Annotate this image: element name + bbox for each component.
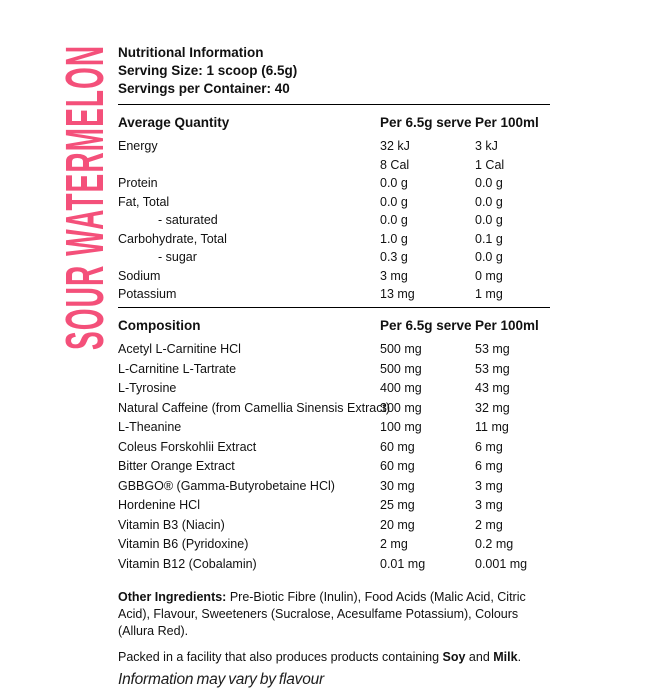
other-ingredients-text: Pre-Biotic Fibre (Inulin), Food Acids (Malic Acid, Citric Acid), Flavour, Sweeteners (Sucralose, Acesulfame Potassium), Colours (Allura Red). — [118, 589, 526, 638]
table-row — [118, 230, 550, 249]
row-value-serve: 400 mg — [380, 381, 422, 396]
other-ingredients — [118, 589, 550, 640]
table-row — [118, 285, 550, 304]
row-value-serve: 60 mg — [380, 439, 415, 454]
row-label: L-Carnitine L-Tartrate — [118, 361, 237, 376]
row-value-serve: 32 kJ — [380, 139, 410, 154]
allergen-soy: Soy — [442, 649, 466, 664]
row-label: - sugar — [158, 250, 197, 265]
allergen-milk: Milk — [493, 649, 518, 664]
section-title-composition: Composition — [118, 317, 201, 333]
row-value-100ml: 0.0 g — [475, 250, 503, 265]
row-value-serve: 30 mg — [380, 478, 415, 493]
row-label: Vitamin B6 (Pyridoxine) — [118, 537, 249, 552]
allergen-statement-prefix: Packed in a facility that also produces products containing — [118, 649, 443, 664]
row-label: - saturated — [158, 213, 218, 228]
row-value-serve: 13 mg — [380, 287, 415, 302]
allergen-statement-suffix: . — [517, 649, 522, 664]
row-value-100ml: 1 mg — [475, 287, 503, 302]
row-value-serve: 2 mg — [380, 537, 408, 552]
table-row — [118, 515, 550, 535]
row-value-serve: 0.0 g — [380, 194, 408, 209]
row-value-100ml: 53 mg — [475, 342, 510, 357]
row-value-100ml: 32 mg — [475, 400, 510, 415]
row-label: Hordenine HCl — [118, 498, 200, 513]
table-row — [118, 359, 550, 379]
row-label: GBBGO® (Gamma-Butyrobetaine HCl) — [118, 478, 335, 493]
row-value-100ml: 6 mg — [475, 439, 503, 454]
row-value-100ml: 0.001 mg — [475, 556, 528, 571]
row-value-serve: 60 mg — [380, 459, 415, 474]
allergen-and: and — [465, 649, 494, 664]
row-label: L-Tyrosine — [118, 381, 177, 396]
row-label: Potassium — [118, 287, 177, 302]
row-value-serve: 25 mg — [380, 498, 415, 513]
table-row — [118, 174, 550, 193]
row-value-serve: 1.0 g — [380, 231, 408, 246]
table-row — [118, 211, 550, 230]
row-value-100ml: 0.0 g — [475, 176, 503, 191]
row-label: Energy — [118, 139, 158, 154]
row-value-serve: 300 mg — [380, 400, 422, 415]
table-row — [118, 476, 550, 496]
table-row — [118, 457, 550, 477]
table-row — [118, 535, 550, 555]
average-quantity-table — [118, 105, 550, 304]
row-label: Bitter Orange Extract — [118, 459, 235, 474]
row-value-serve: 500 mg — [380, 361, 422, 376]
table-header-row — [118, 308, 550, 340]
row-value-serve: 0.0 g — [380, 213, 408, 228]
row-value-100ml: 0.0 g — [475, 194, 503, 209]
row-value-serve: 0.01 mg — [380, 556, 426, 571]
column-header-per-serve: Per 6.5g serve — [380, 115, 472, 130]
flavor-name-vertical: SOUR WATERMELON — [55, 44, 115, 351]
row-label: Vitamin B3 (Niacin) — [118, 517, 225, 532]
table-row — [118, 418, 550, 438]
composition-table — [118, 308, 550, 574]
row-value-100ml: 0 mg — [475, 268, 503, 283]
row-value-100ml: 0.2 mg — [475, 537, 514, 552]
row-value-serve: 500 mg — [380, 342, 422, 357]
allergen-statement — [118, 649, 550, 665]
row-value-100ml: 6 mg — [475, 459, 503, 474]
table-row — [118, 496, 550, 516]
servings-per-container: Servings per Container: 40 — [118, 81, 290, 96]
table-row — [118, 554, 550, 574]
label-content — [118, 44, 550, 689]
nutritional-information-title: Nutritional Information — [118, 45, 264, 60]
row-value-serve: 20 mg — [380, 517, 415, 532]
row-value-100ml: 43 mg — [475, 381, 510, 396]
row-value-serve: 8 Cal — [380, 157, 410, 172]
row-label: L-Theanine — [118, 420, 182, 435]
table-row — [118, 398, 550, 418]
row-label: Coleus Forskohlii Extract — [118, 439, 257, 454]
row-value-100ml: 53 mg — [475, 361, 510, 376]
column-header-per-100ml: Per 100ml — [475, 115, 539, 130]
row-value-100ml: 1 Cal — [475, 157, 505, 172]
row-label: Acetyl L-Carnitine HCl — [118, 342, 241, 357]
table-row — [118, 437, 550, 457]
row-value-100ml: 2 mg — [475, 517, 503, 532]
table-row — [118, 137, 550, 156]
row-label: Sodium — [118, 268, 161, 283]
row-label: Natural Caffeine (from Camellia Sinensis Extract) — [118, 400, 391, 415]
row-value-100ml: 3 mg — [475, 478, 503, 493]
row-value-serve: 0.3 g — [380, 250, 408, 265]
table-header-row — [118, 105, 550, 137]
row-value-serve: 3 mg — [380, 268, 408, 283]
row-value-serve: 100 mg — [380, 420, 422, 435]
row-value-serve: 0.0 g — [380, 176, 408, 191]
section-title-average-quantity: Average Quantity — [118, 115, 230, 130]
table-row — [118, 193, 550, 212]
row-value-100ml: 0.1 g — [475, 231, 503, 246]
table-row — [118, 248, 550, 267]
other-ingredients-label: Other Ingredients: — [118, 589, 227, 604]
table-row — [118, 379, 550, 399]
row-value-100ml: 3 mg — [475, 498, 503, 513]
row-label: Fat, Total — [118, 194, 170, 209]
row-label: Vitamin B12 (Cobalamin) — [118, 556, 257, 571]
flavour-disclaimer: Information may vary by flavour — [118, 670, 325, 688]
serving-size: Serving Size: 1 scoop (6.5g) — [118, 63, 298, 78]
row-label: Carbohydrate, Total — [118, 231, 227, 246]
column-header-per-serve: Per 6.5g serve — [380, 317, 472, 333]
row-label: Protein — [118, 176, 158, 191]
table-row — [118, 267, 550, 286]
column-header-per-100ml: Per 100ml — [475, 317, 539, 333]
table-row — [118, 156, 550, 175]
row-value-100ml: 11 mg — [475, 420, 509, 435]
row-value-100ml: 3 kJ — [475, 139, 498, 154]
row-value-100ml: 0.0 g — [475, 213, 503, 228]
table-row — [118, 340, 550, 360]
